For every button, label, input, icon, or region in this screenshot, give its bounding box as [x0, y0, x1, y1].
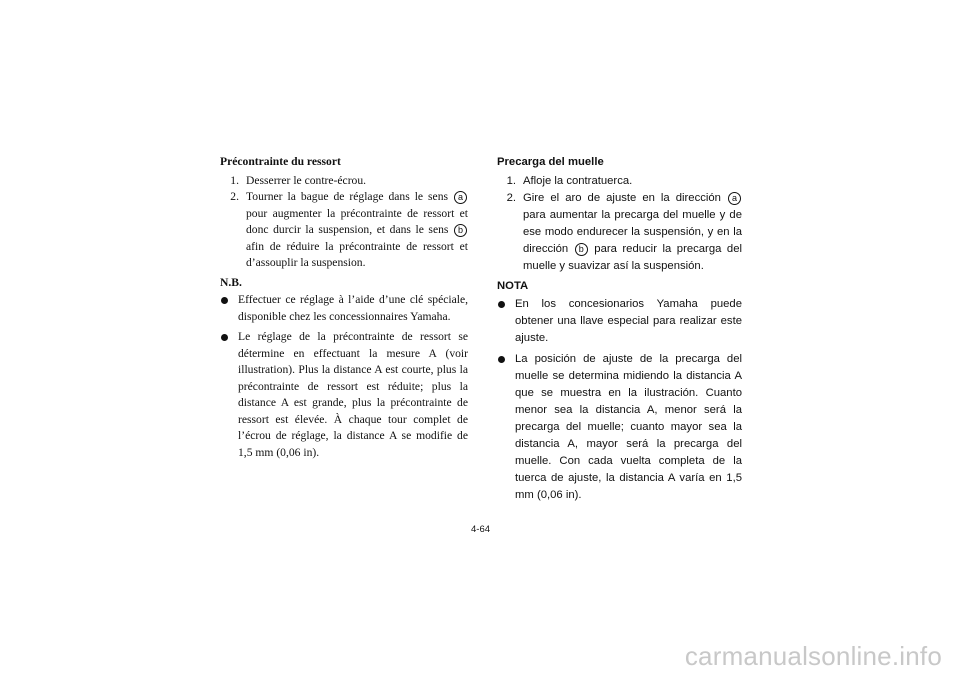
- circled-a-marker: a: [728, 192, 741, 205]
- french-column: [220, 154, 468, 465]
- note-label: N.B.: [220, 275, 242, 289]
- step-text: Desserrer le contre-écrou.: [246, 173, 367, 187]
- watermark: carmanualsonline.info: [684, 641, 942, 671]
- note-bullet: Le réglage de la précontrainte de ressort se détermine en effectuant la mesure A (voir illustration). Plus la distance A est courte, plus la précontrainte de ressort est réduite; plus la distance A est grande, plus la précontrainte de ressort est élevée. À chaque tour complet de l’écrou de réglage, la distance A se modifie de 1,5 mm (0,06 in).: [220, 329, 468, 461]
- step-text: Tourner la bague de réglage dans le sens a pour augmenter la précontrainte de ressort et donc durcir la suspension, et dans le sens b afin de réduire la précontrainte de ressort et d’assouplir la suspension.: [246, 190, 468, 269]
- step-number: 1.: [506, 175, 516, 187]
- bullet-icon: [220, 329, 238, 461]
- circled-a-marker: a: [454, 191, 467, 204]
- step-text: Afloje la contratuerca.: [523, 175, 633, 187]
- step-item: [220, 173, 468, 190]
- step-text: Gire el aro de ajuste en la dirección a para aumentar la precarga del muelle y de ese modo endurecer la suspensión, y en la dirección b para reducir la precarga del muelle y suavizar así la suspensión.: [523, 192, 742, 272]
- note-bullet: En los concesionarios Yamaha puede obtener una llave especial para realizar este ajuste.: [497, 296, 742, 347]
- bullet-icon: [220, 292, 238, 325]
- note-label: NOTA: [497, 280, 529, 292]
- section-heading: Precarga del muelle: [497, 156, 604, 168]
- step-item: [497, 173, 742, 190]
- step-number: 1.: [230, 173, 239, 187]
- spanish-column: [497, 154, 742, 508]
- step-number: 2.: [506, 192, 516, 204]
- step-item: [220, 189, 468, 272]
- note-bullet: Effectuer ce réglage à l’aide d’une clé spéciale, disponible chez les concessionnaires Yamaha.: [220, 292, 468, 325]
- circled-b-marker: b: [454, 224, 467, 237]
- step-item: [497, 190, 742, 275]
- page-number: 4-64: [471, 524, 491, 535]
- circled-b-marker: b: [575, 243, 588, 256]
- bullet-icon: [497, 351, 515, 504]
- section-heading: Précontrainte du ressort: [220, 155, 341, 168]
- step-number: 2.: [230, 190, 239, 203]
- bullet-icon: [497, 296, 515, 347]
- note-bullet: La posición de ajuste de la precarga del muelle se determina midiendo la distancia A que se muestra en la ilustración. Cuanto menor sea la distancia A, menor será la precarga del muelle; cuanto mayor sea la distancia A, mayor será la precarga del muelle. Con cada vuelta completa de la tuerca de ajuste, la distancia A varía en 1,5 mm (0,06 in).: [497, 351, 742, 504]
